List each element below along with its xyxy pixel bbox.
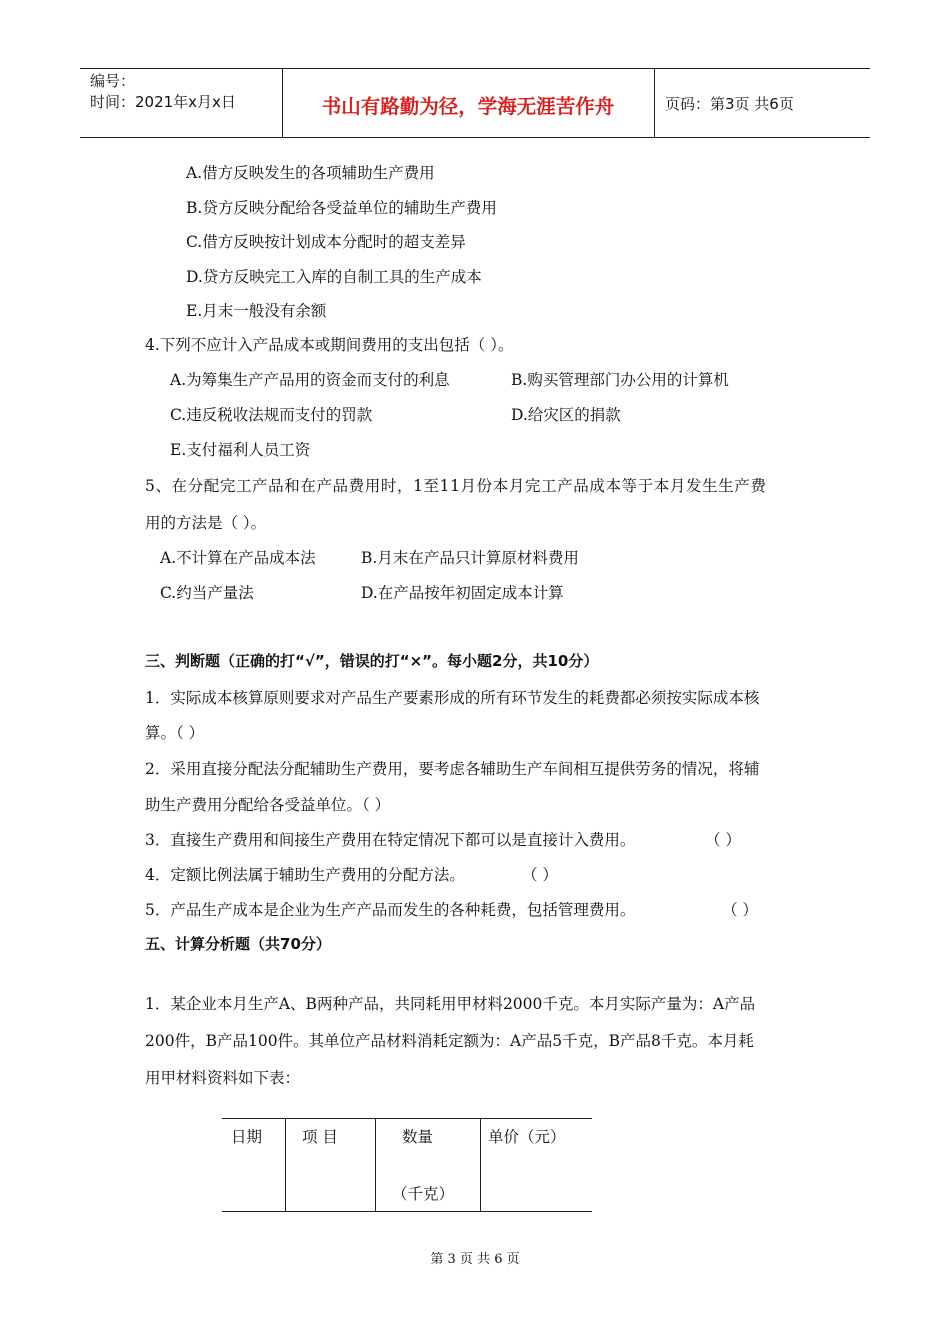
tf-item-2-line1: 2．采用直接分配法分配辅助生产费用，要考虑各辅助生产车间相互提供劳务的情况，将辅 [145, 760, 760, 778]
q5-option-d: D.在产品按年初固定成本计算 [361, 584, 564, 602]
q5-stem-line1: 5、在分配完工产品和在产品费用时，1至11月份本月完工产品成本等于本月发生生产费 [145, 477, 767, 495]
tf-item-2-line2: 助生产费用分配给各受益单位。（ ） [145, 796, 391, 814]
section5-title: 五、计算分析题（共70分） [145, 935, 331, 953]
date-label: 时间：2021年x月x日 [90, 93, 236, 111]
table-header-quantity-unit: （千克） [392, 1185, 455, 1203]
tf-item-5: 5．产品生产成本是企业为生产产品而发生的各种耗费，包括管理费用。 [145, 901, 636, 919]
table-header-item: 项 目 [302, 1128, 338, 1146]
tf-item-3: 3．直接生产费用和间接生产费用在特定情况下都可以是直接计入费用。 [145, 831, 636, 849]
section3-title: 三、判断题（正确的打“√”，错误的打“×”。每小题2分，共10分） [145, 652, 599, 670]
calc-q1-line2: 200件，B产品100件。其单位产品材料消耗定额为：A产品5千克，B产品8千克。本月耗 [145, 1032, 754, 1050]
table-header-quantity: 数量 [402, 1128, 434, 1146]
material-table [222, 1118, 592, 1212]
q3-option-d: D.贷方反映完工入库的自制工具的生产成本 [186, 268, 482, 286]
q5-option-b: B.月末在产品只计算原材料费用 [361, 549, 579, 567]
q4-option-c: C.违反税收法规而支付的罚款 [170, 406, 373, 424]
q4-option-d: D.给灾区的捐款 [511, 406, 621, 424]
tf-item-4: 4．定额比例法属于辅助生产费用的分配方法。 [145, 866, 465, 884]
tf-item-1-line2: 算。（ ） [145, 724, 205, 742]
table-column-divider [480, 1119, 481, 1211]
page-header [80, 68, 870, 138]
tf-item-1-line1: 1．实际成本核算原则要求对产品生产要素形成的所有环节发生的耗费都必须按实际成本核 [145, 689, 760, 707]
header-page-label: 页码：第3页 共6页 [665, 95, 794, 113]
q4-stem: 4.下列不应计入产品成本或期间费用的支出包括（ ）。 [145, 336, 514, 354]
tf-item-5-answer-blank[interactable]: （ ） [722, 901, 758, 919]
tf-item-3-answer-blank[interactable]: （ ） [705, 831, 741, 849]
q3-option-c: C.借方反映按计划成本分配时的超支差异 [186, 233, 466, 251]
header-meta [90, 71, 236, 113]
q5-option-a: A.不计算在产品成本法 [160, 549, 316, 567]
calc-q1-line3: 用甲材料资料如下表： [145, 1069, 301, 1087]
q5-option-c: C.约当产量法 [160, 584, 254, 602]
q3-option-b: B.贷方反映分配给各受益单位的辅助生产费用 [186, 199, 497, 217]
header-divider [654, 69, 655, 137]
page-footer: 第 3 页 共 6 页 [430, 1252, 520, 1267]
q4-option-b: B.购买管理部门办公用的计算机 [511, 371, 729, 389]
table-header-date: 日期 [231, 1128, 263, 1146]
q4-option-e: E.支付福利人员工资 [170, 441, 311, 459]
q3-option-a: A.借方反映发生的各项辅助生产费用 [186, 164, 435, 182]
table-column-divider [375, 1119, 376, 1211]
table-header-unit-price: 单价（元） [488, 1128, 566, 1146]
table-column-divider [285, 1119, 286, 1211]
q5-stem-line2: 用的方法是（ ）。 [145, 514, 267, 532]
calc-q1-line1: 1．某企业本月生产A、B两种产品，共同耗用甲材料2000千克。本月实际产量为：A产品 [145, 995, 756, 1013]
serial-label: 编号： [90, 72, 136, 90]
q3-option-e: E.月末一般没有余额 [186, 302, 327, 320]
header-motto: 书山有路勤为径，学海无涯苦作舟 [321, 95, 615, 118]
q4-option-a: A.为筹集生产产品用的资金而支付的利息 [170, 371, 450, 389]
tf-item-4-answer-blank[interactable]: （ ） [522, 866, 558, 884]
